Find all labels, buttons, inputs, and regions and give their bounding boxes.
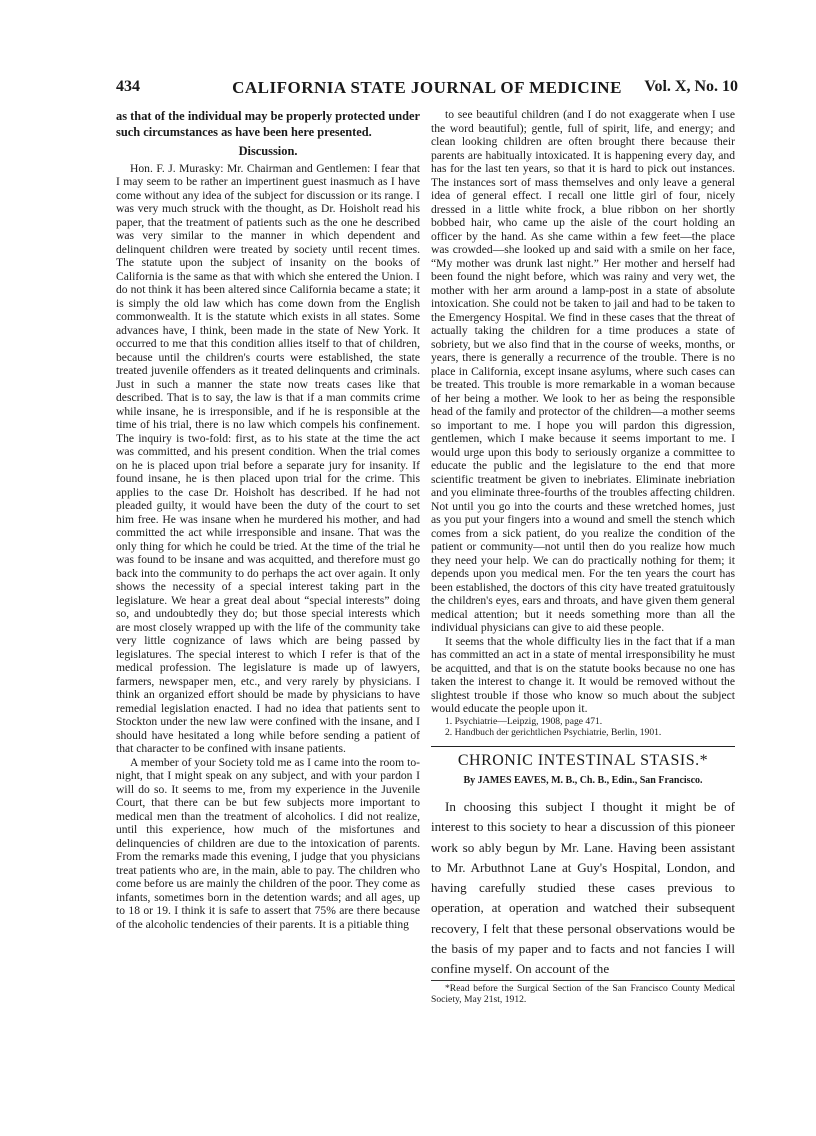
footnote: 1. Psychiatrie—Leipzig, 1908, page 471. <box>445 715 603 727</box>
footnote: 2. Handbuch der gerichtlichen Psychiatrie, Berlin, 1901. <box>445 726 662 738</box>
discussion-paragraph: Hon. F. J. Murasky: Mr. Chairman and Gentlemen: I fear that I may seem to be rather an impertinent guest inasmuch as I have come without any idea of the subject for discussion or its range. I was very much struck with the thought, as Dr. Hoisholt read his paper, that the treatment of patients such as the one he described was very similar to the manner in which dependent and delinquent children were treated by society until recent times. The statute upon the subject of insanity on the books of California is the same as that with which she entered the Union. I do not think it has been altered since California became a state; it is simply the old law which has come down from the English commonwealth. It is the statute which exists in all states. Some advances have, I think, been made in the state of New York. It occurred to me that this condition allies itself to that of children, because until the children's courts were established, the state treated juvenile offenders as it treated delinquents and criminals. Just in such a manner the state now treats cases like that described. That is to say, the law is that if a man commits crime while insane, he is irresponsible, and if he is responsible at the time of his trial, there is no law which compels his confinement. The inquiry is two-fold: first, as to his state at the time the act was committed, and his present condition. When the trial comes on he is placed upon trial before a separate jury for insanity. If found insane, he is then placed upon trial for the crime. This applies to the case Dr. Hoisholt has described. If he had not pleaded guilty, it would have been the duty of the court to set him free. He was insane when he murdered his mother, and had committed the act while irresponsible and insane. That was the only thing for which he could be tried. At the time of the trial he was found to be insane and was acquitted, and therefore must go back into the community to do perhaps the act over again. It only shows the necessity of a special interest taking part in the legislature. We hear a great deal about “special interests” doing so, and undoubtedly they do; but those special interests which are most closely wrapped up with the life of the community take very little cognizance of laws which are being passed by legislatures. The special interest to which I refer is that of the medical profession. The legislature is made up of lawyers, farmers, newspaper men, etc., and very rarely by physicians. I think an organized effort should be made by physicians to have remedial legislation enacted. I had no idea that patients sent to Stockton under the new law were confined with the insane, and I should have hesitated a long while before sending a patient of that character to be confined with insane patients. <box>116 161 420 755</box>
closing-paragraph: as that of the individual may be properly protected under such circumstances as have been here presented. <box>116 109 420 139</box>
article-title: CHRONIC INTESTINAL STASIS.* <box>457 751 709 769</box>
discussion-paragraph: A member of your Society told me as I came into the room to-night, that I might speak on any subject, and with your pardon I will do so. It seems to me, from my experience in the Juvenile Court, that there can be but few subjects more important to medical men than the treatment of alcoholics. I did not realize, until this experience, how much of the misfortunes and delinquencies of children are due to the intoxication of parents. From the remarks made this evening, I judge that you physicians treat patients who are, in the main, able to pay. The children who come before us are mainly the children of the poor. They come as infants, sometimes born in the detention wards; and all ages, up to 18 or 19. I think it is safe to assert that 75% are there because of the alcoholic tendencies of their parents. It is a pitiable thing <box>116 755 421 931</box>
left-column <box>116 108 420 931</box>
discussion-heading: Discussion. <box>238 144 298 158</box>
page-header <box>116 78 738 104</box>
article-byline: By JAMES EAVES, M. B., Ch. B., Edin., San Francisco. <box>463 774 703 786</box>
journal-title: CALIFORNIA STATE JOURNAL OF MEDICINE <box>232 78 622 97</box>
right-column <box>431 108 735 1005</box>
read-before-footnote: *Read before the Surgical Section of the San Francisco County Medical Society, May 21st, 1912. <box>431 980 735 1005</box>
discussion-paragraph: to see beautiful children (and I do not exaggerate when I use the word beautiful); gentle, full of spirit, life, and energy; and clean looking children are often brought there because their parents are habitually intoxicated. It is happening every day, and has for the last ten years, so that it is hard to pick out instances. The instances sort of mass themselves and only leave a general idea of general effect. I recall one little girl of four, nicely dressed in a little white frock, a blue ribbon on her shortly bobbed hair, who came up the aisle of the court holding an officer by the hand. As she came within a few feet—the place was crowded—she looked up and said with a smile on her face, “My mother was drunk last night.” Her mother and herself had been found the night before, which was rainy and very wet, the mother with her arm around a lamp-post in a state of absolute intoxication. She could not be taken to jail and had to be taken to the Emergency Hospital. We find in these cases that the threat of actually taking the children for a time produces a state of sobriety, but we also find that in the course of weeks, months, or years, there is generally a recurrence of the trouble. There is no place in California, except insane asylums, where such cases can be treated. This trouble is more remarkable in a woman because of her being a mother. We look to her as being the responsible head of the family and protector of the children—a mother seems so important to me. I hope you will pardon this digression, gentlemen, which I make because it seems important to me. I would urge upon this body to seriously organize a committee to educate the public and the legislature to the end that more scientific treatment be given to inebriates. Eliminate inebriation and you eliminate three-fourths of the troubles affecting children. Not until you go into the courts and these wretched homes, just as you put your fingers into a wound and smell the stench which comes from a sick patient, do you realize the condition of the patient or community—not until then do you realize how much they need your help. We can do practically nothing for them; it depends upon you medical men. For the ten years the court has been established, the doctors of this city have treated gratuitously the children's eyes, ears and throats, and have given them general medical attention; but it needs something more than all the individual physicians can give to aid these people. <box>431 108 735 634</box>
page-number: 434 <box>116 78 140 95</box>
volume-issue: Vol. X, No. 10 <box>644 78 738 95</box>
discussion-paragraph: It seems that the whole difficulty lies in the fact that if a man has committed an act in a state of mental irresponsibility he must be acquitted, and that is on the statute books because no one has taken the interest to change it. It would be removed without the slightest trouble if those who know so much about the subject would educate the people upon it. <box>431 634 735 715</box>
article-divider <box>431 746 735 747</box>
article-body: In choosing this subject I thought it might be of interest to this society to hear a discussion of this pioneer work so ably begun by Mr. Lane. Having been assistant to Mr. Arbuthnot Lane at Guy's Hospital, London, and having carefully studied these cases previous to operation, at operation and watched their subsequent recovery, I felt that these personal observations would be the basis of my paper and to facts and not fancies I will confine myself. On account of the <box>431 798 735 977</box>
